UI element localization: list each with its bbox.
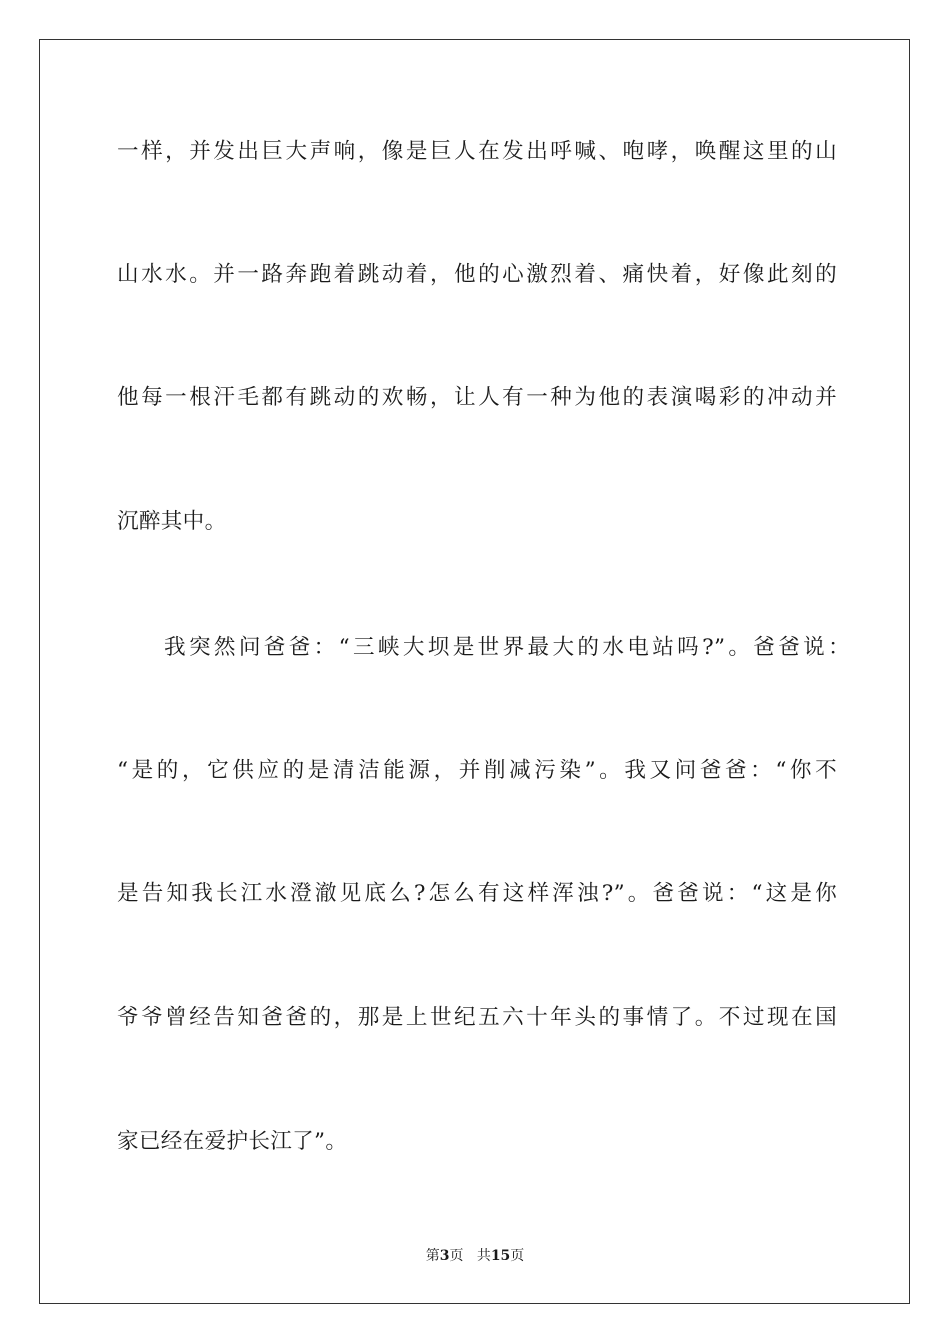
current-page-number: 3 <box>439 1248 450 1264</box>
footer-page-suffix: 页 <box>449 1248 464 1264</box>
text-line: “是的，它供应的是清洁能源，并削减污染”。我又问爸爸：“你不 <box>117 758 837 783</box>
text-line: 他每一根汗毛都有跳动的欢畅，让人有一种为他的表演喝彩的冲动并 <box>117 385 837 410</box>
text-line: 一样，并发出巨大声响，像是巨人在发出呼喊、咆哮，唤醒这里的山 <box>117 139 837 164</box>
text-line: 家已经在爱护长江了”。 <box>117 1129 348 1154</box>
total-page-number: 15 <box>490 1248 511 1264</box>
text-line: 我突然问爸爸：“三峡大坝是世界最大的水电站吗?”。爸爸说： <box>164 635 850 660</box>
page-border <box>39 39 910 1304</box>
footer-total-prefix: 共 <box>476 1248 491 1264</box>
page-footer <box>0 1245 950 1265</box>
footer-prefix: 第 <box>425 1248 440 1264</box>
footer-total-suffix: 页 <box>510 1248 525 1264</box>
text-line: 沉醉其中。 <box>117 509 227 534</box>
text-line: 是告知我长江水澄澈见底么?怎么有这样浑浊?”。爸爸说：“这是你 <box>117 881 837 906</box>
text-line: 爷爷曾经告知爸爸的，那是上世纪五六十年头的事情了。不过现在国 <box>117 1005 837 1030</box>
text-line: 山水水。并一路奔跑着跳动着，他的心激烈着、痛快着，好像此刻的 <box>117 262 837 287</box>
